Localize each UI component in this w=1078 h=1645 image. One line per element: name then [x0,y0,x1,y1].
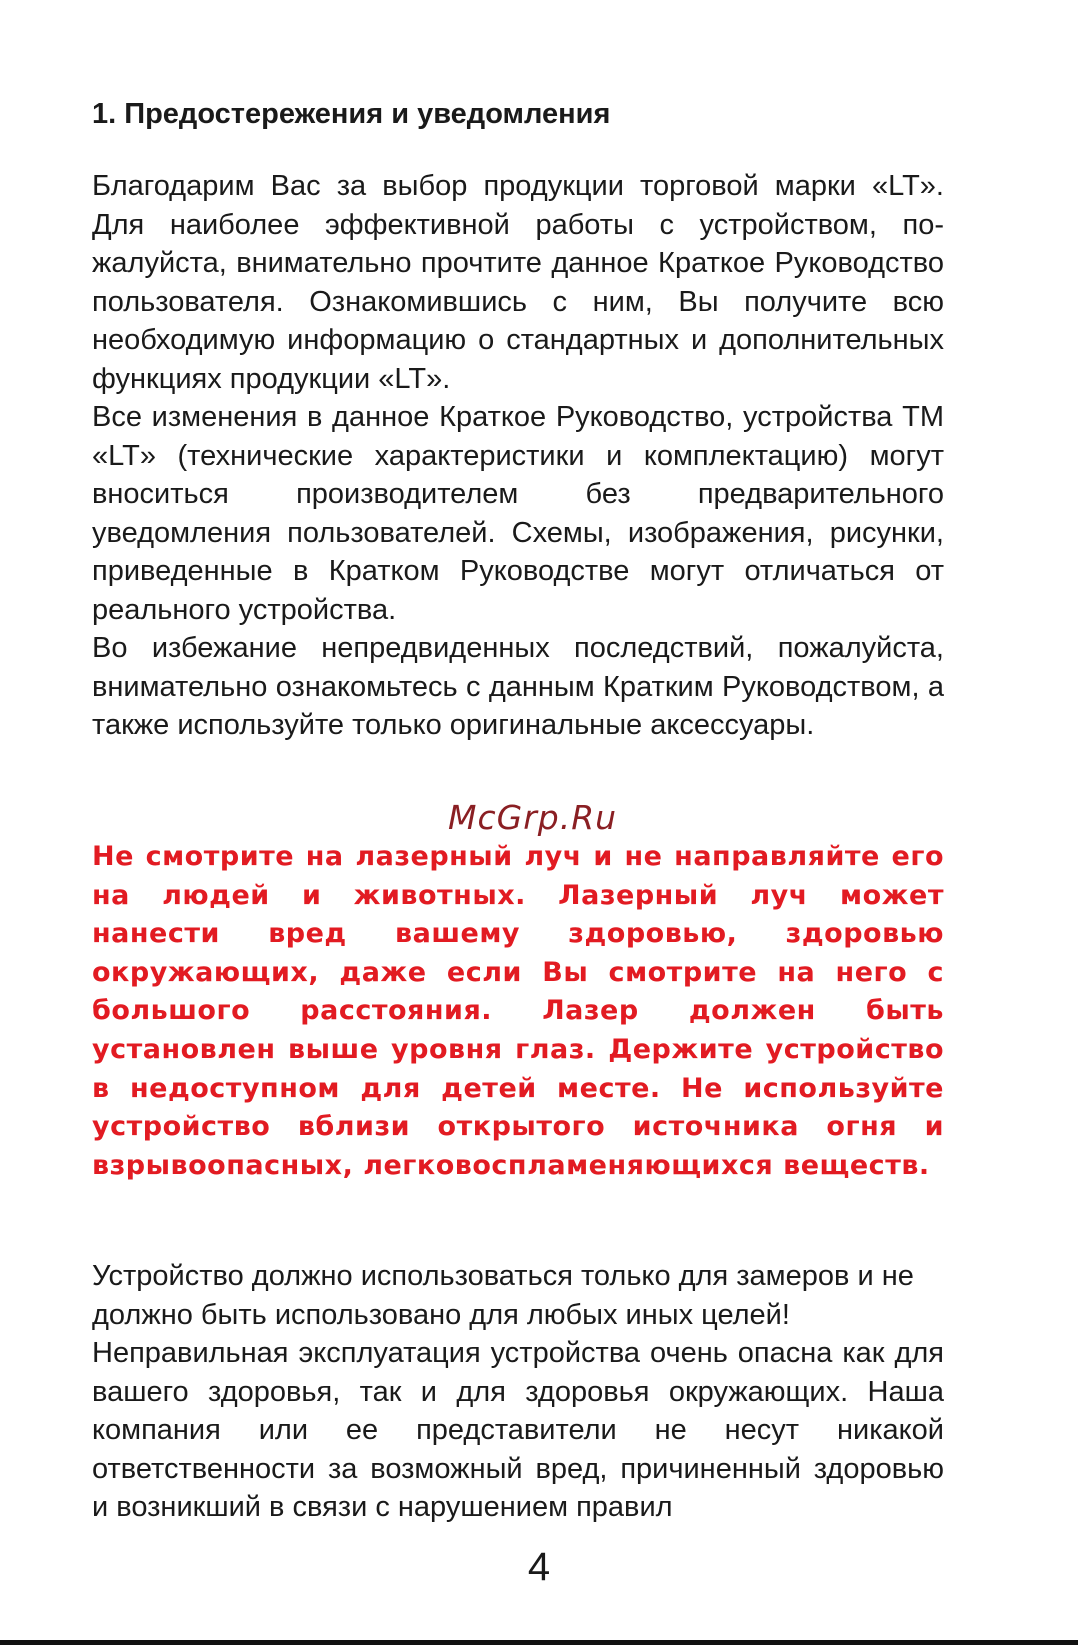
intro-paragraph-2: Все изменения в данное Краткое Руководство, устройства ТМ «LT» (технические характеристики и комплектацию) могут вноситься производителем без предварительного уведомления пользователей. Схемы, изображения, рисунки, приведенные в Кратком Руководстве могут отличаться от реального устройства. [92,401,944,626]
laser-warning: Не смотрите на лазерный луч и не направляйте его на людей и животных. Лазерный луч может нанести вред вашему здоровью, здоровью окружающих, даже если Вы смотрите на него с большого расстояния. Лазер должен быть установлен выше уровня глаз. Держите устройство в недоступном для детей месте. Не используйте устройство вблизи открытого источника огня и взрывоопасных, легковоспламеняющихся веществ. [92,841,944,1181]
watermark: McGrp.Ru [448,798,618,837]
intro-paragraph-1: Благодарим Вас за выбор продукции торговой марки «LT». Для наиболее эффективной работы с устройством, пожалуйста, внимательно прочтите данное Краткое Руководство пользователя. Ознакомившись с ним, Вы получите всю необходимую информацию о стандартных и дополнительных функциях продукции «LT». [92,170,944,395]
section-heading: 1. Предостережения и уведомления [92,98,611,130]
intro-paragraph-3: Во избежание непредвиденных последствий, пожалуйста, внимательно ознакомьтесь с данным Кратким Руководством, а также используйте только оригинальные аксессуары. [92,632,944,741]
document-body [92,96,944,745]
closing-paragraph-2: Неправильная эксплуатация устройства очень опасна как для вашего здоровья, так и для здоровья окружающих. Наша компания или ее представители не несут никакой ответственности за возможный вред, причиненный здоровью и возникший в связи с нарушением правил [92,1337,944,1523]
bottom-rule [0,1640,1078,1645]
closing-section [92,1257,944,1527]
page-number: 4 [527,1545,551,1589]
closing-paragraph-1: Устройство должно использоваться только для замеров и не должно быть использовано для любых иных целей! [92,1260,914,1331]
